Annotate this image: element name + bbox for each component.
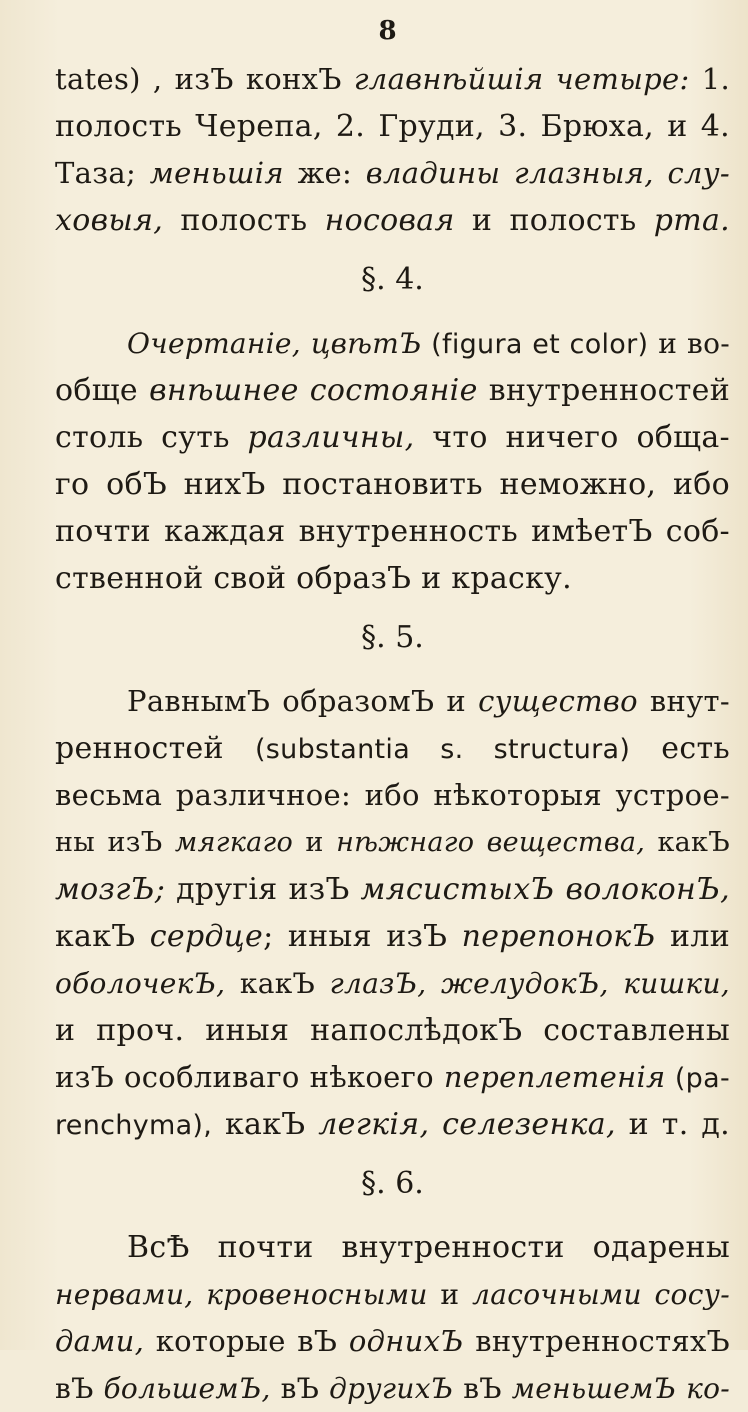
text-line	[55, 913, 730, 960]
text-run-italic: рта.	[653, 203, 731, 238]
text-line	[55, 103, 730, 150]
text-line	[55, 555, 730, 602]
text-run-italic: нѣжнаго вещества,	[336, 827, 646, 858]
text-run: обще	[55, 373, 150, 408]
text-run-italic: главнѣйшія четыре:	[353, 62, 690, 96]
text-run: и	[293, 827, 337, 858]
text-line	[55, 1318, 730, 1365]
text-line	[55, 1007, 730, 1054]
text-run-italic: внѣшнее состояніе	[149, 373, 478, 408]
text-run: ны изЪ	[55, 827, 175, 858]
text-run: изЪ особливаго нѣкоего	[55, 1060, 444, 1094]
text-run: же:	[283, 156, 366, 190]
text-run: внут-	[637, 684, 730, 718]
text-line	[55, 772, 730, 819]
text-run-italic: Очертаніе, цвѣтЪ	[127, 327, 422, 360]
text-run: столь суть	[55, 420, 248, 455]
text-run: или	[655, 919, 730, 954]
text-run-italic: меньшемЪ ко-	[511, 1372, 731, 1405]
text-run: РавнымЪ образомЪ и	[127, 684, 479, 718]
text-run: ; иныя изЪ	[263, 919, 462, 954]
text-line	[55, 1224, 730, 1271]
text-line	[55, 960, 730, 1007]
text-run-italic: меньшія	[149, 156, 284, 190]
text-run: и	[427, 1278, 473, 1311]
text-run: ВсѢ почти внутренности одарены	[127, 1230, 730, 1265]
text-run: и т. д.	[615, 1107, 730, 1142]
text-run: другія изЪ	[165, 872, 361, 907]
page-number: 8	[378, 16, 397, 46]
text-run: какЪ	[55, 919, 150, 954]
text-run-italic: глазЪ, желудокЪ, кишки,	[329, 967, 730, 1000]
text-run-italic: сердце	[149, 919, 264, 954]
text-run-italic: дами,	[55, 1324, 145, 1358]
text-run: вЪ	[55, 1372, 104, 1405]
text-run-italic: носовая	[324, 203, 455, 238]
text-run-italic: владины глазныя, слу-	[365, 156, 731, 190]
text-run-italic: другихЪ	[329, 1372, 454, 1405]
text-line	[55, 150, 730, 197]
text-run-italic: ласочными сосу-	[472, 1278, 730, 1311]
text-run: внутренностяхЪ	[463, 1324, 731, 1358]
text-run-italic: ховыя,	[55, 203, 164, 238]
text-run: которые вЪ	[144, 1324, 349, 1358]
text-run-italic: перепонокЪ	[461, 919, 656, 954]
paragraph-2	[55, 320, 730, 602]
text-run: что ничего обща-	[414, 420, 730, 455]
text-run-italic: переплетенія	[443, 1060, 666, 1094]
paragraph-1	[55, 56, 730, 244]
text-line	[55, 819, 730, 866]
text-run: ренностей	[55, 731, 255, 766]
text-line	[55, 1365, 730, 1412]
text-run: полость Черепа, 2. Груди, 3. Брюха, и 4.	[55, 109, 730, 144]
text-line	[55, 1101, 730, 1148]
text-run-italic: мягкаго	[174, 827, 294, 858]
text-line	[55, 197, 730, 244]
text-line	[55, 56, 730, 103]
text-run-latin: (figura et color)	[421, 329, 649, 360]
text-run: полость	[163, 203, 325, 238]
text-run-italic: мясистыхЪ волоконЪ,	[360, 872, 730, 907]
text-run: и проч. иныя напослѣдокЪ составлены	[55, 1013, 730, 1048]
text-run: какЪ	[225, 967, 330, 1000]
text-run-italic: различны,	[247, 420, 415, 455]
text-run-italic: мозгЪ;	[55, 872, 166, 907]
text-run-italic: оболочекЪ,	[55, 967, 226, 1000]
text-run: вЪ	[270, 1372, 330, 1405]
text-run: 1.	[689, 62, 730, 96]
text-run-italic: существо	[478, 684, 638, 718]
text-line	[55, 461, 730, 508]
text-line	[55, 1271, 730, 1318]
text-line	[55, 866, 730, 913]
text-run: какЪ	[645, 827, 730, 858]
section-heading: §. 5.	[361, 620, 424, 655]
text-run: Таза;	[55, 156, 150, 190]
text-run: и во-	[648, 327, 730, 360]
text-run: tates) , изЪ конхЪ	[55, 62, 354, 96]
text-run: внутренностей	[477, 373, 730, 408]
text-run-latin: (pa-	[665, 1063, 730, 1094]
text-run: ственной свой образЪ и краску.	[55, 561, 572, 596]
text-line	[55, 1054, 730, 1101]
section-heading: §. 6.	[361, 1166, 424, 1201]
text-run-italic: однихЪ	[348, 1324, 464, 1358]
text-run-latin: (substantia s. structura)	[254, 734, 631, 765]
text-run-latin: renchyma),	[55, 1110, 213, 1141]
text-run: есть	[630, 731, 730, 766]
paragraph-3	[55, 678, 730, 1148]
text-run: почти каждая внутренность имѣетЪ соб-	[55, 514, 730, 549]
text-line	[55, 414, 730, 461]
text-run: какЪ	[212, 1107, 319, 1142]
text-line	[55, 320, 730, 367]
section-heading: §. 4.	[361, 262, 424, 297]
text-run-italic: большемЪ,	[103, 1372, 271, 1405]
text-run: вЪ	[453, 1372, 512, 1405]
text-line	[55, 367, 730, 414]
text-run: и полость	[454, 203, 654, 238]
text-run-italic: нервами, кровеносными	[55, 1278, 428, 1311]
text-line	[55, 725, 730, 772]
text-line	[55, 678, 730, 725]
text-line	[55, 508, 730, 555]
paragraph-4	[55, 1224, 730, 1412]
text-run-italic: легкія, селезенка,	[318, 1107, 616, 1142]
text-run: весьма различное: ибо нѣкоторыя устрое-	[55, 778, 730, 812]
text-run: го обЪ нихЪ постановить неможно, ибо	[55, 467, 730, 502]
